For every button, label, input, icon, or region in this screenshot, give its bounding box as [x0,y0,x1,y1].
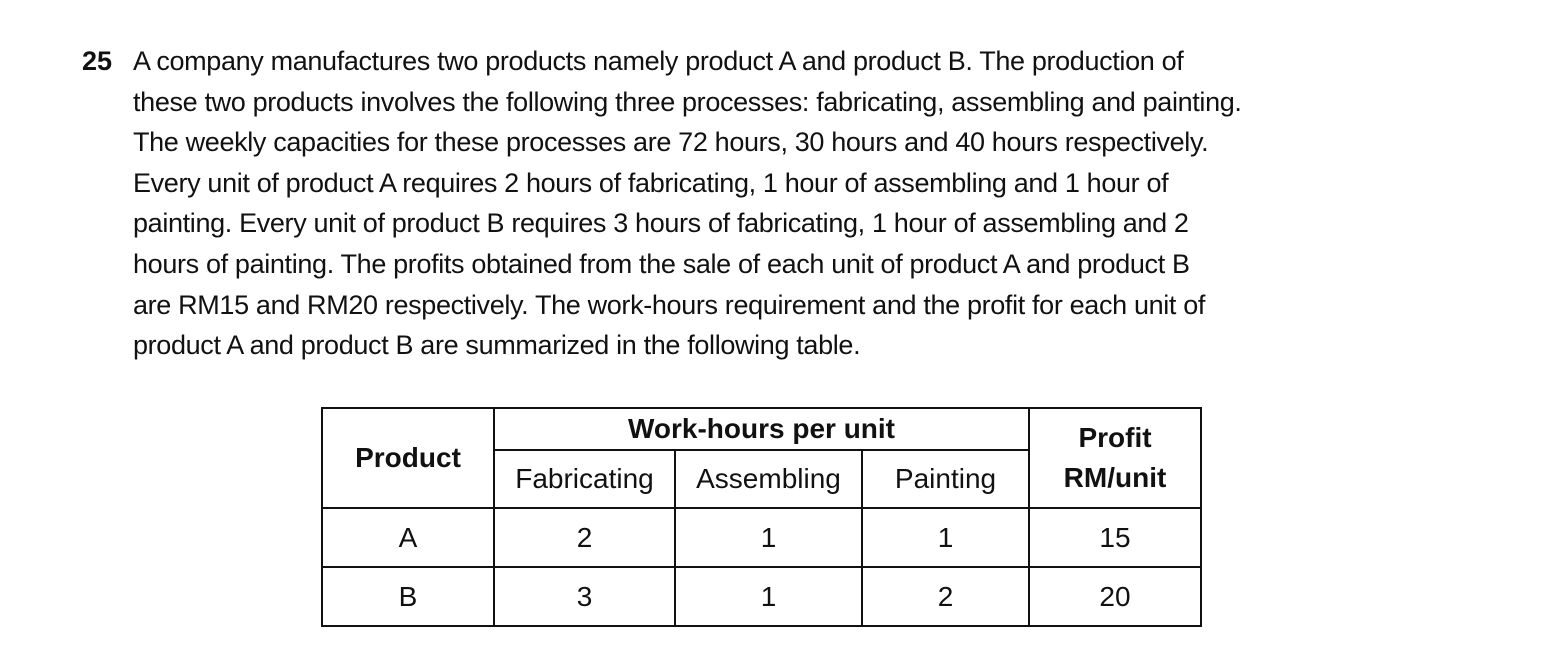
header-work-hours: Work-hours per unit [494,408,1029,450]
question-number: 25 [82,46,113,76]
table-row [322,508,1201,567]
question-text [133,41,1242,366]
cell-painting: 2 [862,567,1029,626]
cell-fabricating: 2 [494,508,675,567]
question-line: painting. Every unit of product B requires 3 hours of fabricating, 1 hour of assembling and 2 [133,208,1189,239]
header-assembling: Assembling [675,450,862,508]
cell-product: B [322,567,494,626]
question-line: hours of painting. The profits obtained from the sale of each unit of product A and product B [133,248,1190,279]
work-hours-table [321,407,1202,627]
cell-profit: 15 [1029,508,1201,567]
cell-assembling: 1 [675,508,862,567]
cell-profit: 20 [1029,567,1201,626]
header-fabricating: Fabricating [494,450,675,508]
table-row [322,567,1201,626]
cell-assembling: 1 [675,567,862,626]
cell-product: A [322,508,494,567]
header-profit [1029,408,1201,508]
question-line: A company manufactures two products namely product A and product B. The production of [133,46,1184,76]
header-product: Product [322,408,494,508]
header-painting: Painting [862,450,1029,508]
question-line: are RM15 and RM20 respectively. The work-hours requirement and the profit for each unit of [133,289,1206,320]
question-line: product A and product B are summarized in the following table. [133,330,861,361]
cell-painting: 1 [862,508,1029,567]
header-profit-line1: Profit [1078,422,1152,453]
cell-fabricating: 3 [494,567,675,626]
table-header-row [322,408,1201,450]
question-line: Every unit of product A requires 2 hours of fabricating, 1 hour of assembling and 1 hour of [133,167,1169,198]
question-line: these two products involves the following three processes: fabricating, assembling and painting. [133,86,1242,117]
question-line: The weekly capacities for these processes are 72 hours, 30 hours and 40 hours respectively. [133,127,1209,158]
header-profit-line2: RM/unit [1063,462,1167,493]
